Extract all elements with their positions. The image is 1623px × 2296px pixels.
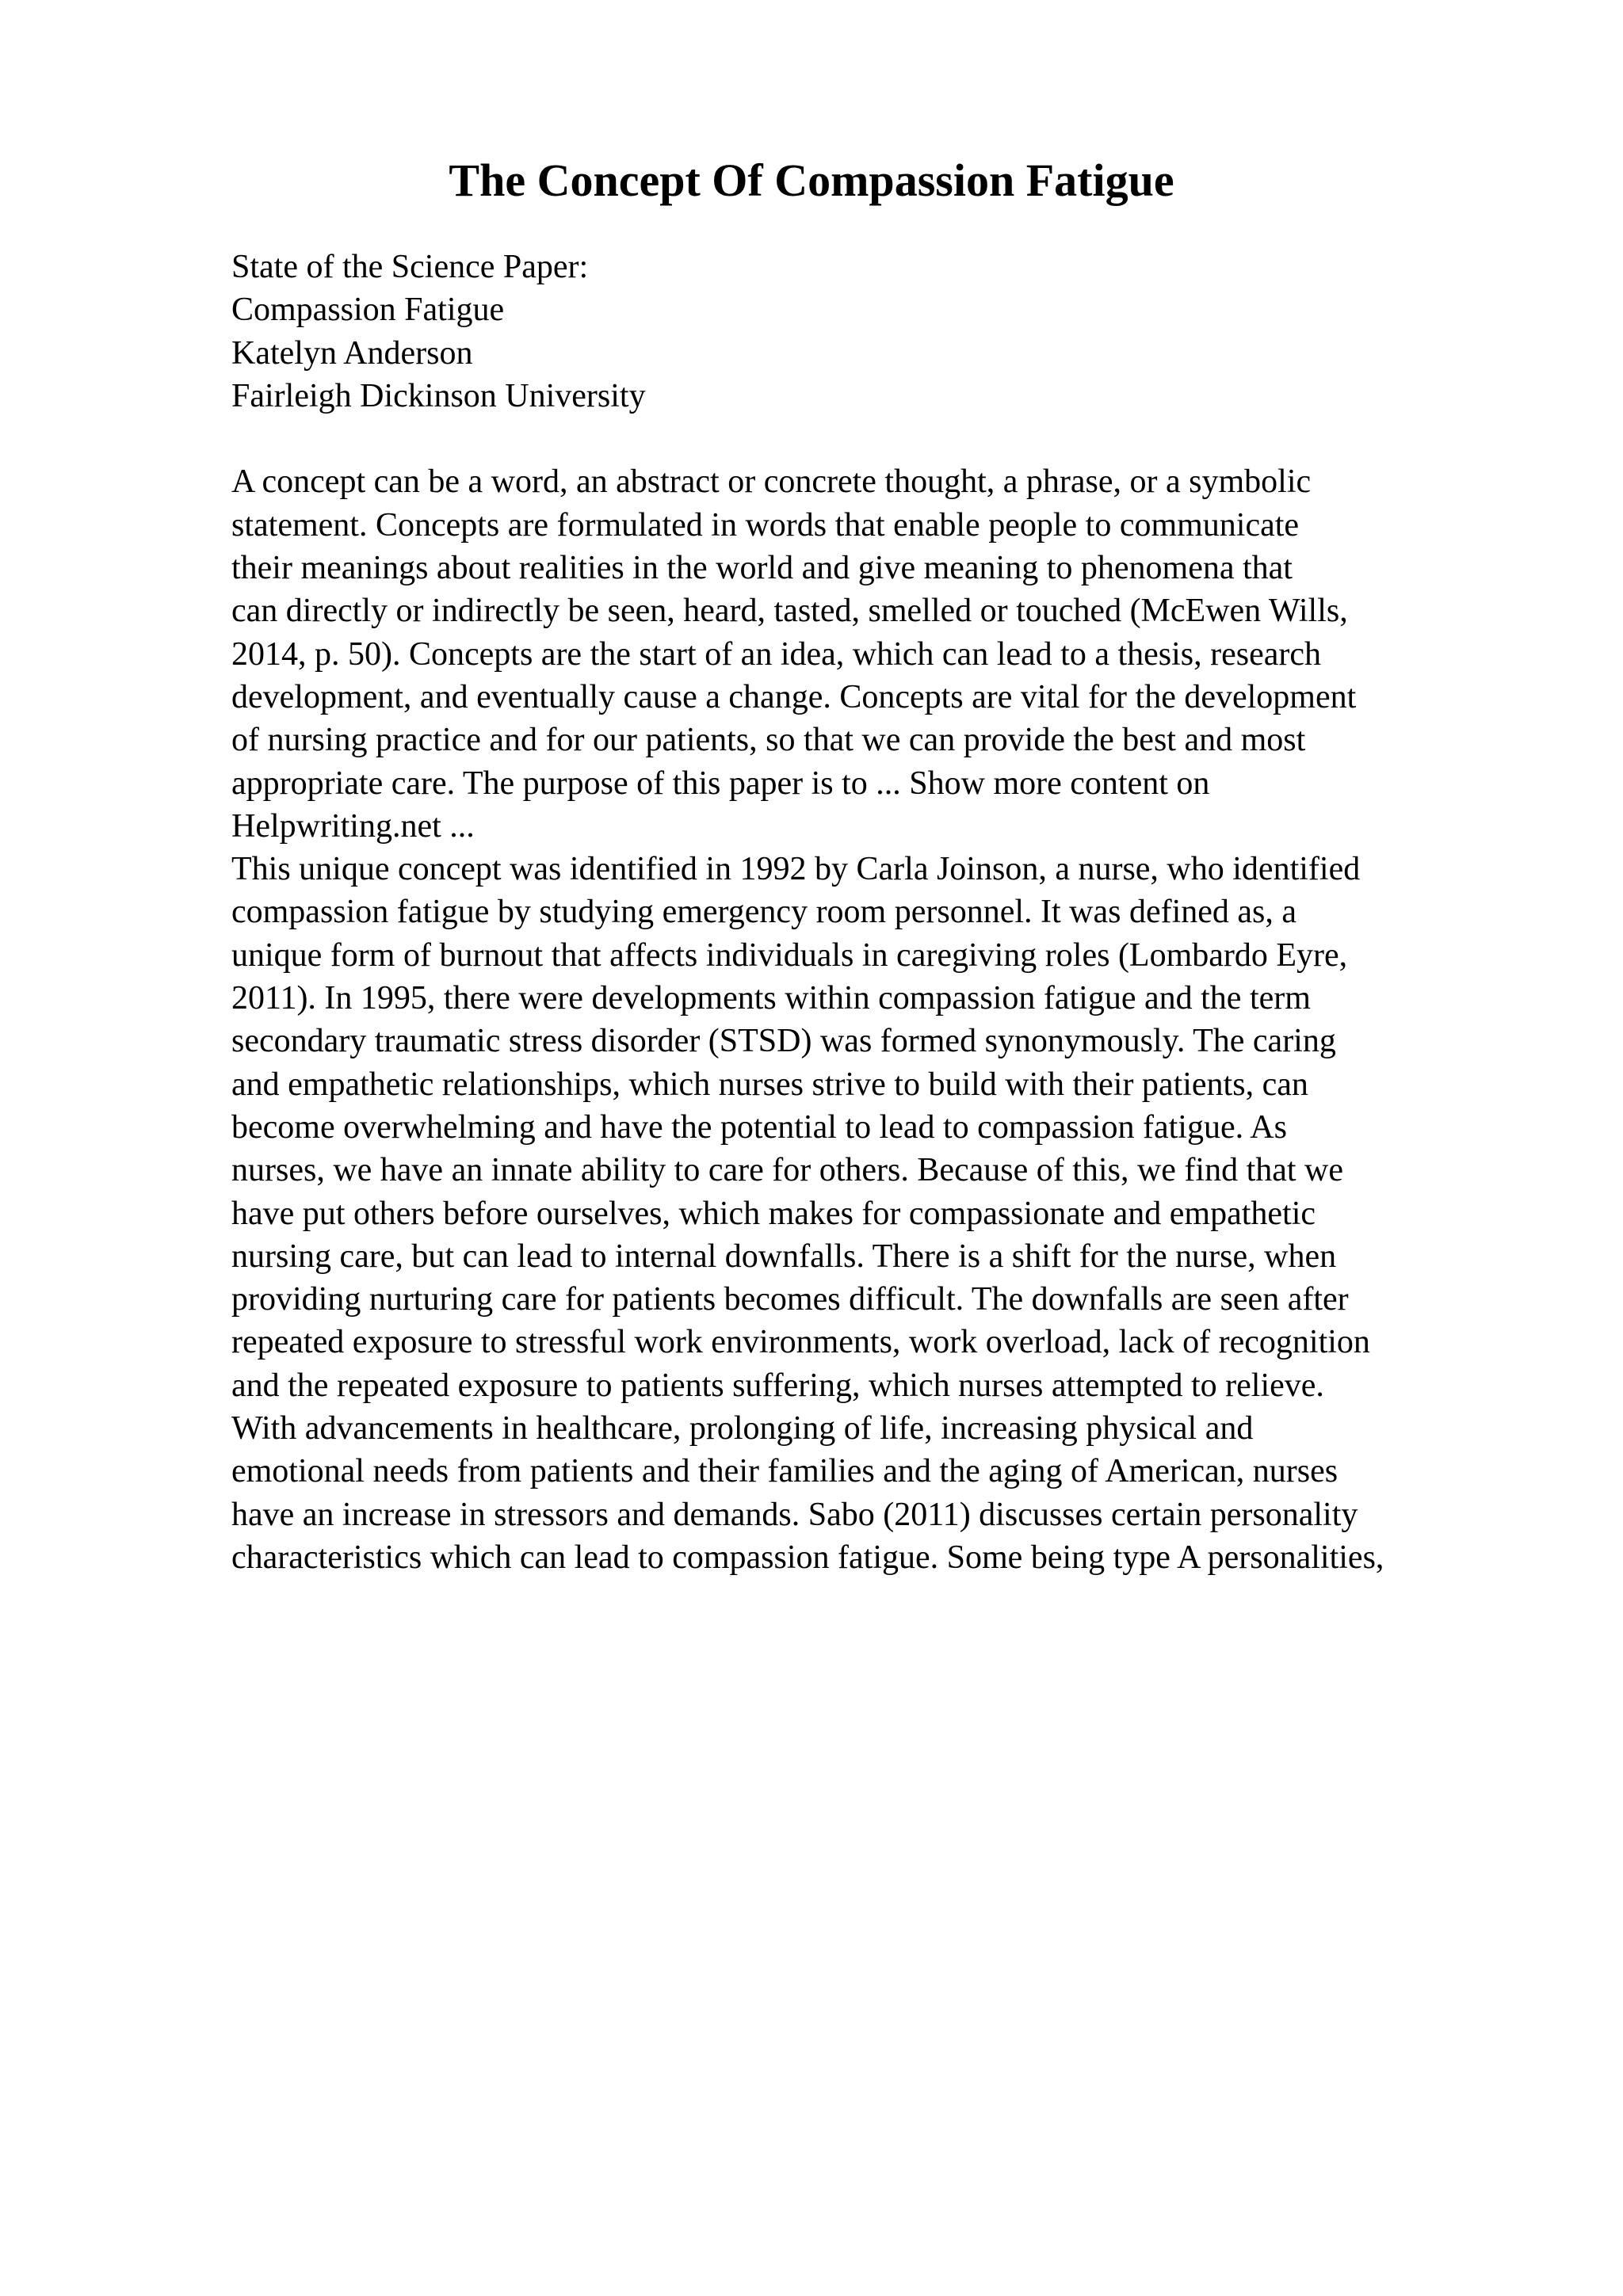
header-block <box>231 246 1539 418</box>
header-line: Fairleigh Dickinson University <box>231 377 646 414</box>
paragraph-line: statement. Concepts are formulated in words that enable people to communicate <box>231 506 1300 543</box>
paragraph-line: and the repeated exposure to patients suffering, which nurses attempted to relieve. <box>231 1367 1324 1404</box>
document-body <box>231 246 1539 1579</box>
paragraph-line: appropriate care. The purpose of this paper is to ... Show more content on <box>231 765 1210 802</box>
paragraph-line: unique form of burnout that affects individuals in caregiving roles (Lombardo Eyre, <box>231 936 1348 974</box>
header-line: Compassion Fatigue <box>231 292 505 329</box>
paragraph-1 <box>231 460 1539 848</box>
paragraph-line: nurses, we have an innate ability to care for others. Because of this, we find that we <box>231 1152 1344 1189</box>
paragraph-line: development, and eventually cause a change. Concepts are vital for the development <box>231 678 1357 715</box>
paragraph-line: With advancements in healthcare, prolonging of life, increasing physical and <box>231 1410 1254 1447</box>
header-line: State of the Science Paper: <box>231 249 589 285</box>
paragraph-spacer <box>231 418 1539 460</box>
paragraph-2 <box>231 848 1539 1579</box>
paragraph-line: repeated exposure to stressful work environments, work overload, lack of recognition <box>231 1324 1370 1361</box>
paragraph-line: their meanings about realities in the world and give meaning to phenomena that <box>231 550 1293 587</box>
paragraph-line: become overwhelming and have the potential to lead to compassion fatigue. As <box>231 1108 1287 1146</box>
document-title: The Concept Of Compassion Fatigue <box>449 154 1174 206</box>
paragraph-line: and empathetic relationships, which nurses strive to build with their patients, can <box>231 1066 1308 1103</box>
paragraph-line: This unique concept was identified in 1992 by Carla Joinson, a nurse, who identified <box>231 851 1361 888</box>
paragraph-line: characteristics which can lead to compassion fatigue. Some being type A personalities, <box>231 1539 1384 1576</box>
paragraph-line: nursing care, but can lead to internal downfalls. There is a shift for the nurse, when <box>231 1238 1337 1275</box>
paragraph-line: have an increase in stressors and demands. Sabo (2011) discusses certain personality <box>231 1496 1358 1533</box>
paragraph-line: can directly or indirectly be seen, heard, tasted, smelled or touched (McEwen Wills, <box>231 593 1348 630</box>
paragraph-line: have put others before ourselves, which makes for compassionate and empathetic <box>231 1195 1316 1232</box>
paragraph-line: secondary traumatic stress disorder (STSD) was formed synonymously. The caring <box>231 1023 1336 1060</box>
header-line: Katelyn Anderson <box>231 334 473 372</box>
paragraph-line: emotional needs from patients and their families and the aging of American, nurses <box>231 1453 1338 1490</box>
paragraph-line: of nursing practice and for our patients, so that we can provide the best and most <box>231 722 1306 759</box>
paragraph-line: A concept can be a word, an abstract or concrete thought, a phrase, or a symbolic <box>231 463 1312 501</box>
paragraph-line: 2011). In 1995, there were developments within compassion fatigue and the term <box>231 980 1311 1017</box>
paragraph-line: providing nurturing care for patients becomes difficult. The downfalls are seen after <box>231 1281 1349 1318</box>
paragraph-line: Helpwriting.net ... <box>231 807 475 845</box>
paragraph-line: 2014, p. 50). Concepts are the start of an idea, which can lead to a thesis, research <box>231 635 1322 673</box>
paragraph-line: compassion fatigue by studying emergency room personnel. It was defined as, a <box>231 894 1297 931</box>
